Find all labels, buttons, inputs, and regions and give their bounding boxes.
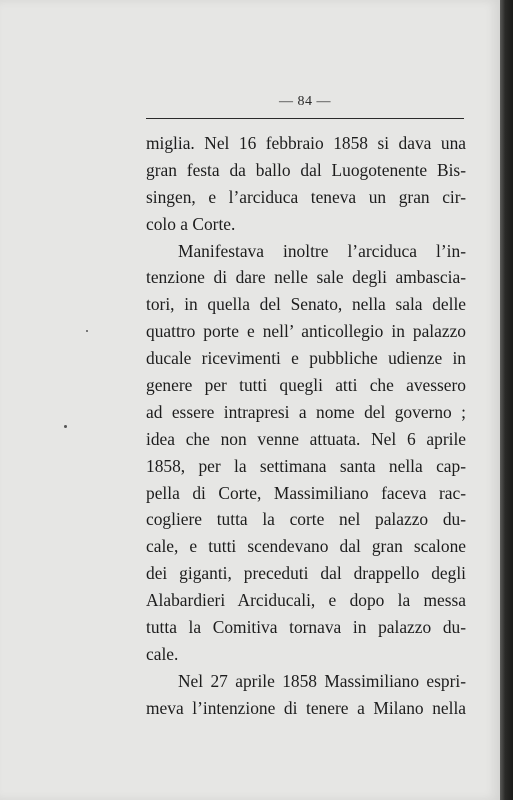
text-line: meva l’intenzione di tenere a Milano nella bbox=[146, 697, 466, 718]
page-binding-edge bbox=[500, 0, 513, 800]
text-line: pella di Corte, Massimiliano faceva rac- bbox=[146, 482, 466, 503]
text-line: tori, in quella del Senato, nella sala delle bbox=[146, 294, 466, 315]
text-line: dei giganti, preceduti dal drappello degli bbox=[146, 563, 466, 584]
paper-speck bbox=[86, 330, 88, 332]
text-line: quattro porte e nell’ anticollegio in palazzo bbox=[146, 321, 466, 342]
text-line: cale, e tutti scendevano dal gran scalone bbox=[146, 536, 466, 557]
text-line: gran festa da ballo dal Luogotenente Bis- bbox=[146, 159, 466, 180]
body-text bbox=[146, 130, 466, 722]
text-line: tenzione di dare nelle sale degli ambascia- bbox=[146, 267, 466, 288]
text-line: colo a Corte. bbox=[146, 213, 236, 234]
text-line: tutta la Comitiva tornava in palazzo du- bbox=[146, 617, 466, 638]
page-number: — 84 — bbox=[279, 94, 331, 109]
text-line: ad essere intrapresi a nome del governo ; bbox=[146, 401, 466, 422]
paper-speck bbox=[64, 425, 67, 428]
text-line: Nel 27 aprile 1858 Massimiliano espri- bbox=[178, 670, 466, 691]
text-line: Manifestava inoltre l’arciduca l’in- bbox=[178, 240, 466, 261]
header-rule bbox=[146, 118, 464, 119]
text-line: idea che non venne attuata. Nel 6 aprile bbox=[146, 428, 466, 449]
text-line: singen, e l’arciduca teneva un gran cir- bbox=[146, 186, 466, 207]
text-line: miglia. Nel 16 febbraio 1858 si dava una bbox=[146, 133, 466, 153]
text-line: 1858, per la settimana santa nella cap- bbox=[146, 455, 466, 476]
text-line: genere per tutti quegli atti che avessero bbox=[146, 375, 466, 396]
text-line: cogliere tutta la corte nel palazzo du- bbox=[146, 509, 466, 530]
page-header bbox=[146, 94, 464, 122]
text-line: cale. bbox=[146, 643, 179, 664]
text-line: Alabardieri Arciducali, e dopo la messa bbox=[146, 590, 466, 611]
text-line: ducale ricevimenti e pubbliche udienze in bbox=[146, 348, 466, 369]
